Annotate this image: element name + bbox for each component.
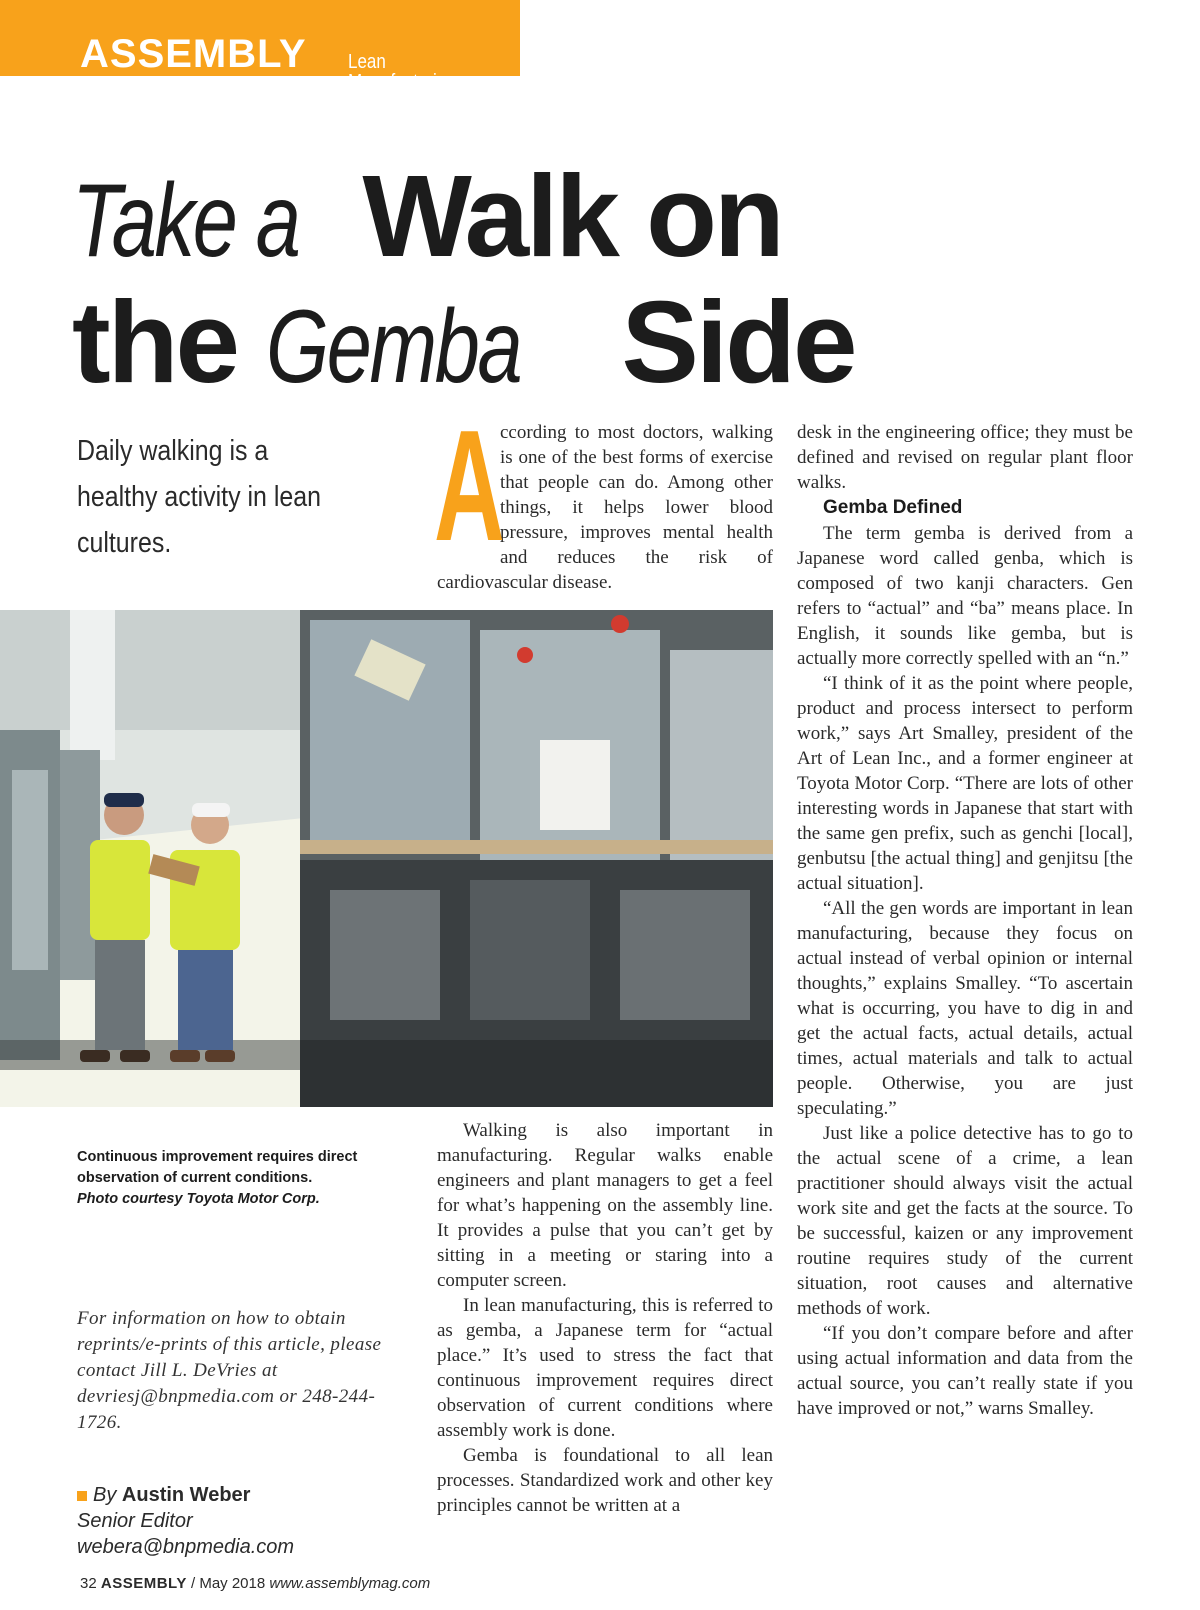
banner-section-title: ASSEMBLY <box>80 32 307 76</box>
factory-photo-illustration <box>0 610 773 1107</box>
byline-by: By <box>93 1484 122 1506</box>
headline-bold-2b: Side <box>592 277 855 407</box>
middle-paragraph: Gemba is foundational to all lean processes. Standardized work and other key principles cannot be written at a <box>437 1445 773 1516</box>
intro-column <box>434 398 773 595</box>
section-banner <box>0 0 520 93</box>
headline-bold-2a: the <box>72 277 267 407</box>
middle-paragraph: Walking is also important in manufacturing. Regular walks enable engineers and plant managers to get a feel for what’s happening on the assembly line. It provides a pulse that you can’t get by sitting in a meeting or staring into a computer screen. <box>437 1120 773 1291</box>
footer-date: / May 2018 <box>186 1575 270 1592</box>
subhead-gemba-defined: Gemba Defined <box>823 497 963 518</box>
middle-column <box>437 1118 773 1518</box>
headline-light-1: Take a <box>72 163 299 279</box>
square-bullet-icon <box>77 1491 87 1501</box>
byline <box>77 1482 407 1560</box>
footer-magazine: ASSEMBLY <box>100 1575 187 1592</box>
photo-credit: Photo courtesy Toyota Motor Corp. <box>77 1191 320 1207</box>
right-paragraph: Just like a police detective has to go to the actual scene of a crime, a lean practitioner should always visit the actual work site and get the facts at the source. To be successful, kaizen or any improvement routine requires study of the current situation, root causes and alternative methods of work. <box>797 1123 1133 1319</box>
page-footer <box>80 1575 430 1592</box>
reprints-note: For information on how to obtain reprints/e-prints of this article, please contact Jill L. DeVries at devriesj@bnpmedia.com or 248-244-1726. <box>77 1308 382 1433</box>
right-paragraph: “All the gen words are important in lean manufacturing, because they focus on actual instead of verbal opinion or internal thoughts,” explains Smalley. “To ascertain what is occurring, you have to dig in and get the actual facts, actual details, actual times, actual materials and talk to actual people. Otherwise, you are just speculating.” <box>797 898 1133 1119</box>
byline-title: Senior Editor <box>77 1510 193 1532</box>
headline-line-2 <box>72 277 1122 407</box>
intro-paragraph: ccording to most doctors, walking is one of the best forms of exercise that people can do. Among other things, it helps lower blood pressure, improves mental health and reduces the risk of cardiovascular disease. <box>437 422 773 593</box>
banner-subsection: Lean Manufacturing <box>348 51 456 93</box>
middle-paragraph: In lean manufacturing, this is referred to as gemba, a Japanese term for “actual place.” It’s used to stress the fact that continuous improvement requires direct observation of current conditions where assembly work is done. <box>437 1295 773 1441</box>
caption-text: Continuous improvement requires direct observation of current conditions. <box>77 1149 358 1186</box>
headline-line-1 <box>72 151 1122 281</box>
footer-website[interactable]: www.assemblymag.com <box>269 1575 431 1592</box>
right-paragraph: “If you don’t compare before and after using actual information and data from the actual source, you can’t really state if you have improved or not,” warns Smalley. <box>797 1323 1133 1419</box>
headline-bold-1: Walk on <box>362 151 782 281</box>
factory-photo <box>0 610 773 1107</box>
headline-light-2: Gemba <box>266 289 521 405</box>
right-paragraph: The term gemba is derived from a Japanese word called genba, which is composed of two kanji characters. Gen refers to “actual” and “ba” means place. In English, it sounds like gemba, but is actually more correctly spelled with an “n.” <box>797 523 1133 669</box>
right-continuation: desk in the engineering office; they must be defined and revised on regular plant floor walks. <box>797 422 1133 493</box>
article-deck: Daily walking is a healthy activity in lean cultures. <box>77 435 321 559</box>
drop-cap: A <box>434 398 505 574</box>
page-number: 32 <box>80 1575 97 1592</box>
photo-caption <box>77 1147 397 1210</box>
byline-author: Austin Weber <box>121 1484 251 1506</box>
right-paragraph: “I think of it as the point where people, product and process intersect to perform work,” says Art Smalley, president of the Art of Lean Inc., and a former engineer at Toyota Motor Corp. “There are lots of other interesting words in Japanese that start with the same gen prefix, such as genchi [local], genbutsu [the actual thing] and genjitsu [the actual situation]. <box>797 673 1133 894</box>
byline-email[interactable]: webera@bnpmedia.com <box>77 1536 295 1558</box>
right-column <box>797 420 1133 1421</box>
